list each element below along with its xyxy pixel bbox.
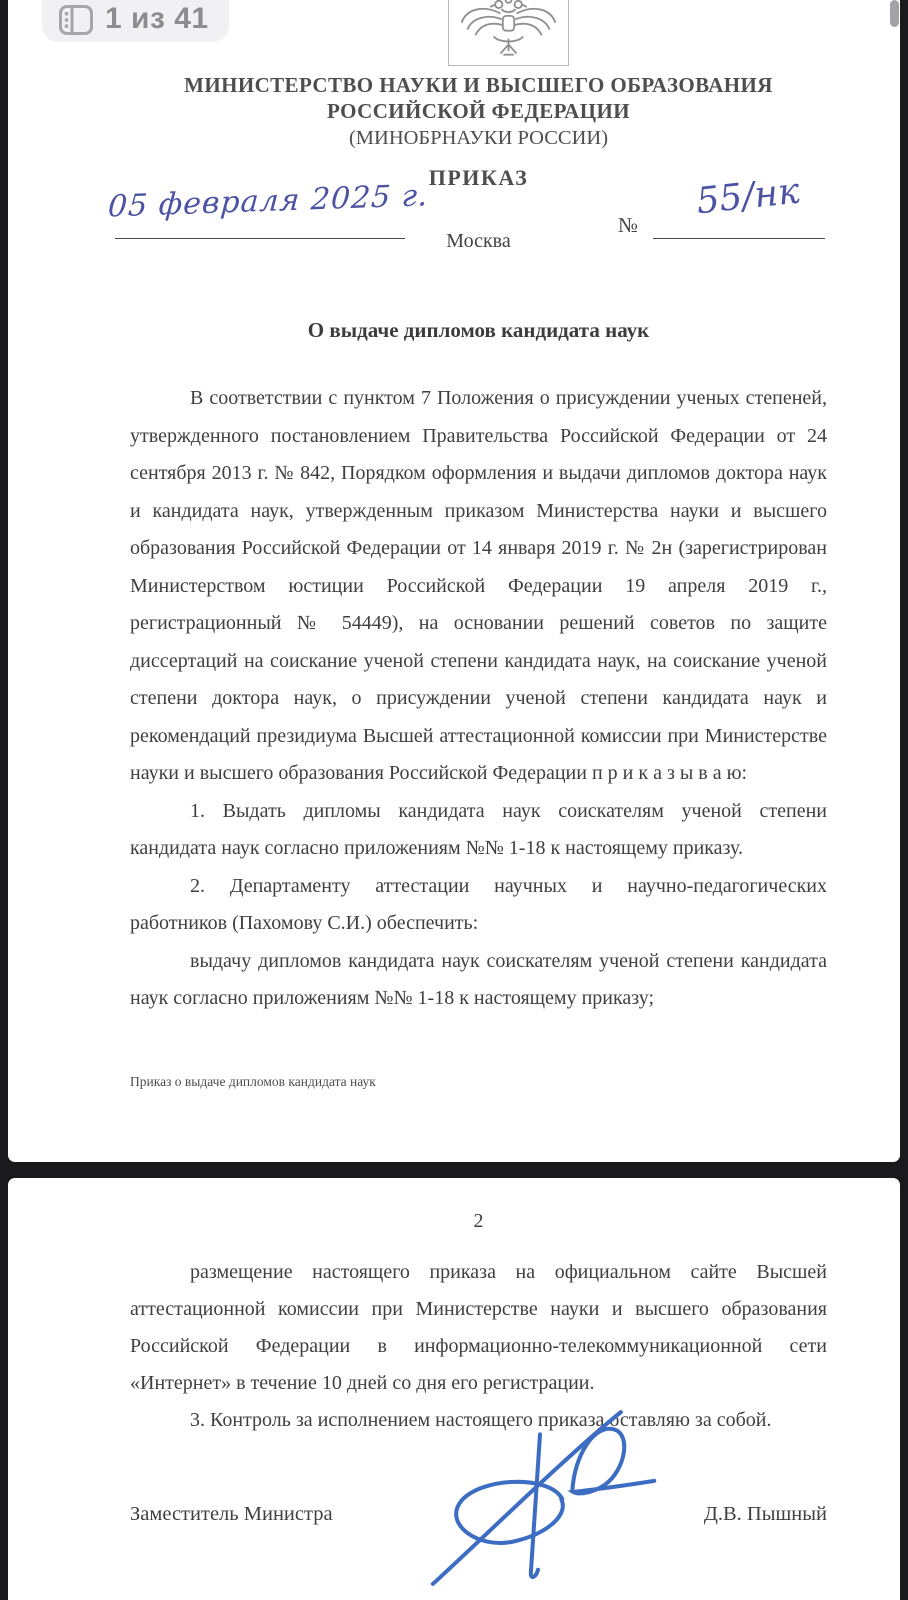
document-page-2 (8, 1178, 900, 1600)
paragraph-item-2b: размещение настоящего приказа на официальном сайте Высшей аттестационной комиссии при Министерстве науки и высшего образования Российской Федерации в информационно-телекоммуникационной сети «Интернет» в течение 10 дней со дня его регистрации. (130, 1261, 827, 1394)
paragraph-preamble: В соответствии с пунктом 7 Положения о присуждении ученых степеней, утвержденного постановлением Правительства Российской Федерации от 24 сентября 2013 г. № 842, Порядком оформления и выдачи дипломов доктора наук и кандидата наук, утвержденным приказом Министерства науки и высшего образования Российской Федерации от 14 января 2019 г. № 2н (зарегистрирован Министерством юстиции Российской Федерации 19 апреля 2019 г., регистрационный № 54449), на основании решений советов по защите диссертаций на соискание ученой степени кандидата наук, на соискание ученой степени доктора наук, о присуждении ученой степени кандидата наук и рекомендаций президиума Высшей аттестационной комиссии при Министерстве науки и высшего образования Российской Федерации п р и к а з ы в а ю: (130, 387, 827, 784)
signer-position: Заместитель Министра (130, 1503, 333, 1525)
number-underline (653, 238, 825, 239)
page1-body (130, 380, 827, 1018)
page-indicator-label: 1 из 41 (105, 2, 209, 35)
page-number: 2 (473, 1210, 484, 1232)
pages-sidebar-icon (58, 4, 94, 36)
handwritten-order-number: 55/нк (694, 170, 802, 223)
signer-name: Д.В. Пышный (703, 1503, 827, 1525)
footer-note: Приказ о выдаче дипломов кандидата наук (130, 1074, 376, 1089)
scrollbar-thumb[interactable] (890, 0, 899, 27)
city-label: Москва (446, 230, 511, 252)
document-header (130, 72, 827, 191)
coat-of-arms-icon (448, 0, 569, 66)
ministry-name-line1: МИНИСТЕРСТВО НАУКИ И ВЫСШЕГО ОБРАЗОВАНИЯ (184, 73, 773, 97)
page-indicator[interactable] (42, 0, 229, 42)
document-page-1 (8, 0, 900, 1162)
paragraph-item-2: 2. Департаменту аттестации научных и научно-педагогических работников (Пахомову С.И.) обеспечить: (130, 874, 827, 934)
double-headed-eagle-icon (449, 0, 568, 65)
document-title: О выдаче дипломов кандидата наук (307, 318, 650, 342)
handwritten-date: 05 февраля 2025 г. (106, 178, 430, 225)
signature (418, 1400, 662, 1592)
paragraph-item-2a: выдачу дипломов кандидата наук соискателям ученой степени кандидата наук согласно приложениям №№ 1-18 к настоящему приказу; (130, 949, 827, 1009)
ministry-name-line2: РОССИЙСКОЙ ФЕДЕРАЦИИ (327, 99, 630, 123)
paragraph-item-1: 1. Выдать дипломы кандидата наук соискателям ученой степени кандидата наук согласно приложениям №№ 1-18 к настоящему приказу. (130, 799, 827, 859)
number-sign-label: № (618, 213, 639, 237)
document-type: ПРИКАЗ (428, 165, 529, 190)
ministry-short-name: (МИНОБРНАУКИ РОССИИ) (348, 127, 609, 149)
paragraph-item-3: 3. Контроль за исполнением настоящего приказа оставляю за собой. (190, 1409, 772, 1431)
